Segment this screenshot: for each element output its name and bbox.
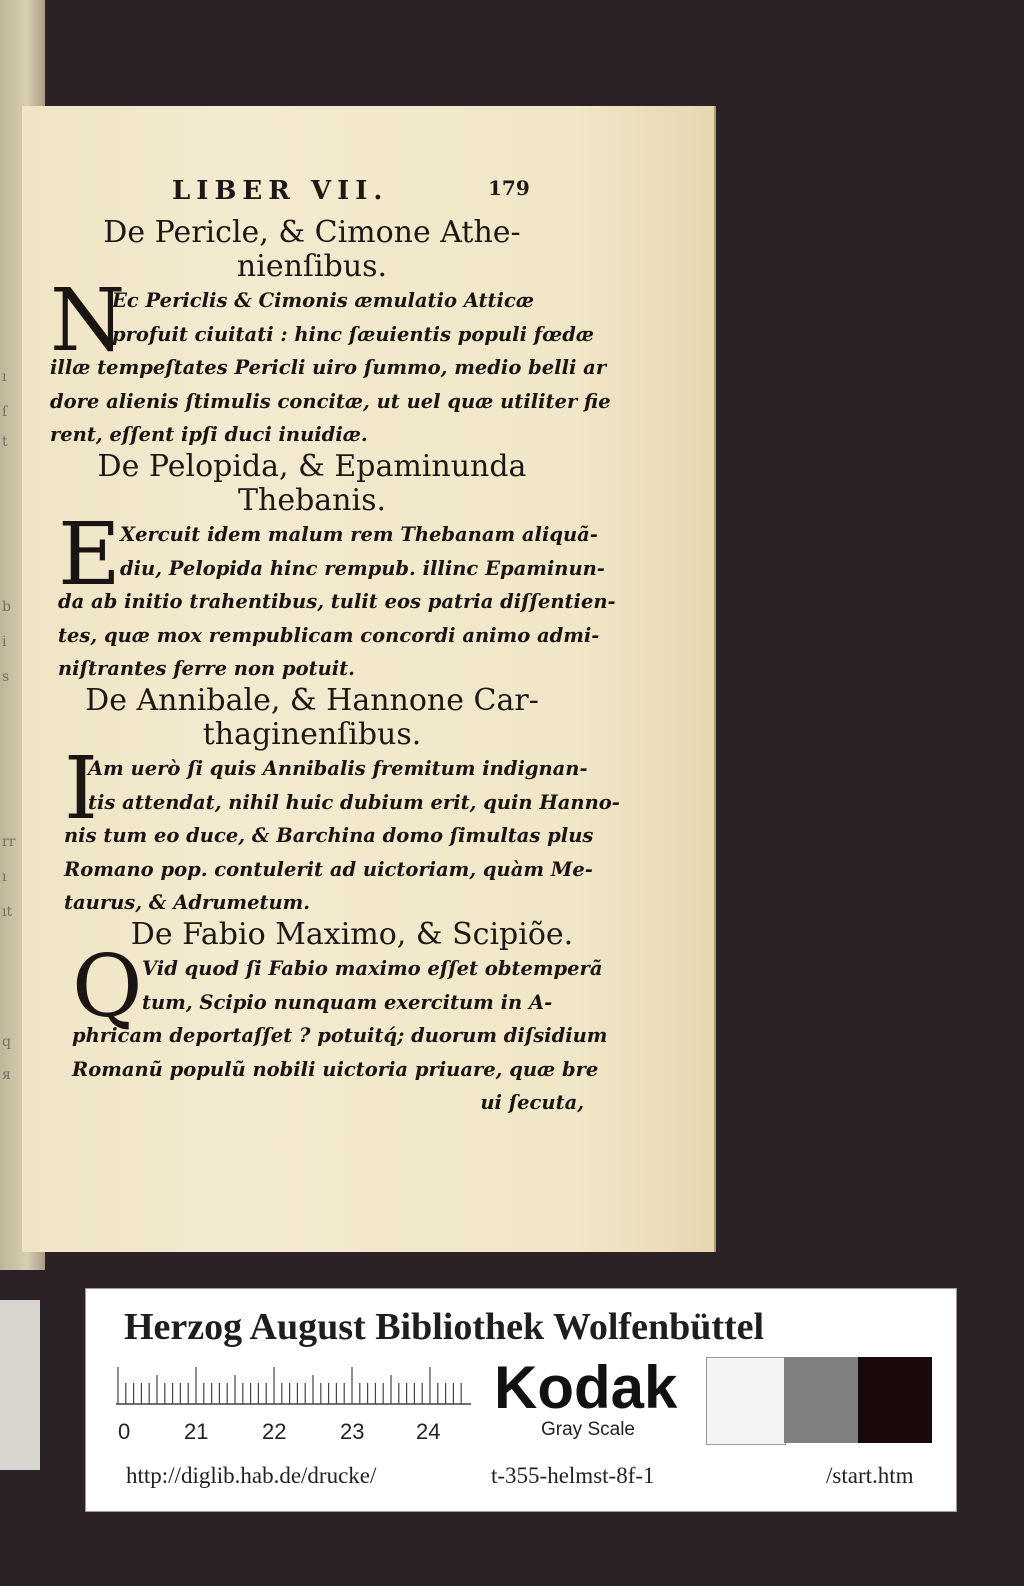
text-line: da ab initio trahentibus, tulit eos patria diſſentien- [58,590,616,613]
section-heading [52,450,572,518]
gray-scale-label: Gray Scale [541,1419,635,1440]
url-identifier: t-355-helmst-8f-1 [491,1463,655,1488]
drop-cap: N [50,271,126,371]
text-line: Xercuit idem malum rem Thebanam aliquã- [120,523,598,546]
catchword-line: ui ſecuta, [480,1091,584,1114]
text-line: taurus, & Adrumetum. [64,891,311,914]
ruler-labels [118,1419,478,1449]
heading-line: Thebanis. [237,483,387,518]
adjacent-card-edge [0,1300,40,1470]
kodak-logo: Kodak [494,1354,678,1421]
book-page [22,106,714,1252]
section-heading [52,684,572,752]
drop-cap: E [58,505,121,605]
gray-swatch-black [858,1357,932,1443]
text-line: nis tum eo duce, & Barchina domo ſimultas plus [64,824,594,847]
text-line: rent, eſſent ipſi duci inuidiæ. [50,423,368,446]
section-paragraph [50,271,611,452]
heading-line: nienſibus. [236,249,388,284]
section-heading [52,216,572,284]
running-head-title: LIBER VII. [172,176,389,206]
text-line: Am uerò ſi quis Annibalis fremitum indignan- [88,757,588,780]
text-line: illæ tempeſtates Pericli uiro ſummo, medio belli ar [50,356,607,379]
drop-cap: I [64,739,98,839]
text-line: phricam deportaſſet ? potuitq́; duorum diſsidium [72,1024,608,1047]
text-line: tes, quæ mox rempublicam concordi animo admi- [58,623,600,647]
heading-line: De Annibale, & Hannone Car- [85,683,539,718]
folio-number: 179 [488,176,530,200]
library-reference-card [85,1288,957,1512]
drop-cap: Q [72,937,143,1037]
text-line: profuit ciuitati : hinc ſæuientis populi fœdæ [112,322,595,346]
measurement-ruler [116,1365,471,1405]
text-line: tis attendat, nihil huic dubium erit, quin Hanno- [88,790,620,814]
url-prefix: http://diglib.hab.de/drucke/ [126,1463,377,1488]
heading-line: De Fabio Maximo, & Scipiõe. [130,917,574,952]
section-paragraph [72,937,608,1120]
section-heading [92,918,612,952]
library-name: Herzog August Bibliothek Wolfenbüttel [124,1306,765,1348]
ruler-label: 0 [118,1419,131,1444]
ruler-label: 23 [340,1419,365,1444]
text-line: diu, Pelopida hinc rempub. illinc Epaminun- [120,556,605,580]
text-line: Vid quod ſi Fabio maximo eſſet obtemperã [142,957,603,980]
ruler-label: 22 [262,1419,287,1444]
url-suffix: /start.htm [826,1463,914,1488]
text-line: Ec Periclis & Cimonis æmulatio Atticæ [112,289,535,312]
heading-line: De Pelopida, & Epaminunda [97,449,527,484]
gray-swatch-mid [784,1357,858,1443]
heading-line: thaginenſibus. [202,717,422,752]
text-line: niſtrantes ferre non potuit. [58,657,355,680]
gray-swatch-white [706,1357,786,1445]
text-line: Romano pop. contulerit ad uictoriam, quàm Me- [64,857,593,881]
text-line: dore alienis ſtimulis concitæ, ut uel quæ utiliter fie [50,389,611,413]
text-line: tum, Scipio nunquam exercitum in A- [142,990,553,1014]
section-paragraph [58,505,616,686]
text-line: Romanũ populũ nobili uictoria priuare, quæ bre [72,1057,599,1081]
section-paragraph [64,739,620,920]
running-head [172,176,572,206]
ruler-label: 21 [184,1419,209,1444]
heading-line: De Pericle, & Cimone Athe- [103,215,521,250]
ruler-label: 24 [416,1419,441,1444]
